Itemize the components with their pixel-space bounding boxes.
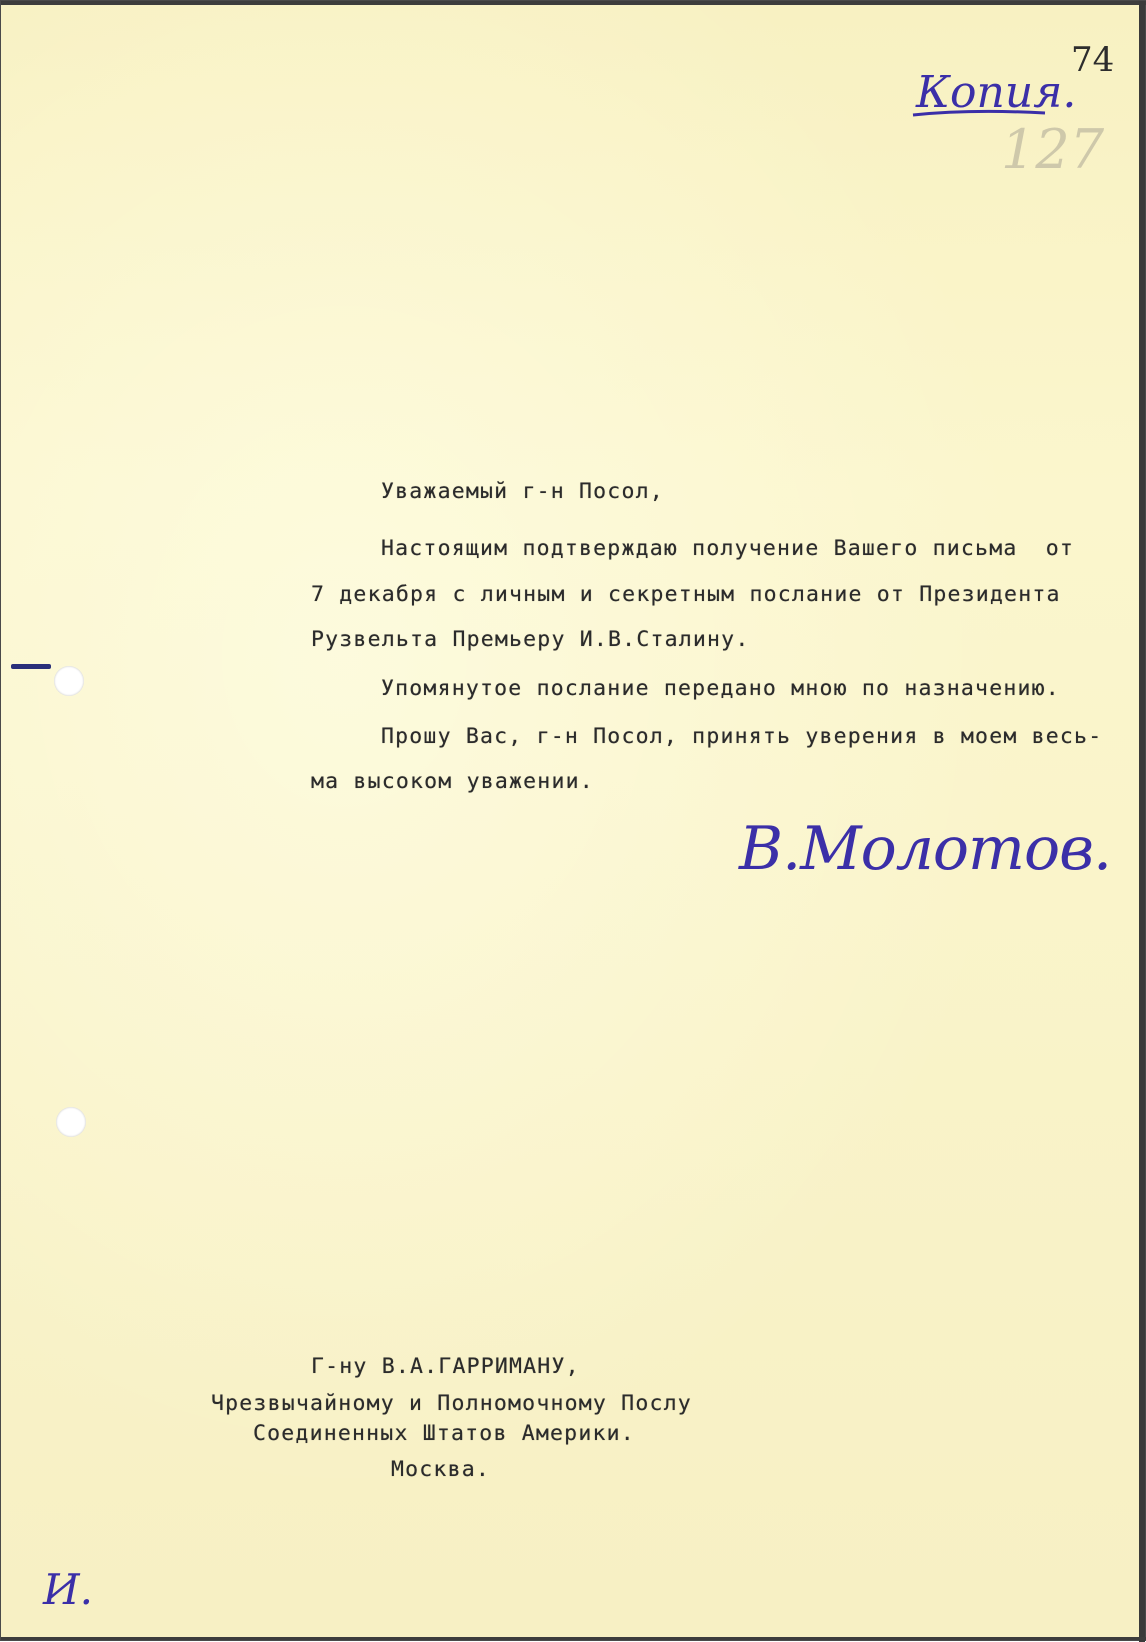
addressee-name: Г-ну В.А.ГАРРИМАНУ, <box>311 1354 580 1379</box>
body-line-5: Прошу Вас, г-н Посол, принять уверения в моем весь- <box>381 724 1103 749</box>
margin-note: И. <box>43 1565 93 1614</box>
margin-ink-mark <box>11 664 51 669</box>
signature: В.Молотов. <box>739 814 1112 884</box>
body-line-3: Рузвельта Премьеру И.В.Сталину. <box>311 627 750 652</box>
old-folio-number: 127 <box>1001 118 1105 181</box>
punch-hole-bottom <box>56 1107 86 1137</box>
folio-number: 74 <box>1071 40 1115 80</box>
body-line-2: 7 декабря с личным и секретным послание от Президента <box>311 582 1061 607</box>
addressee-city: Москва. <box>391 1457 491 1482</box>
scan-border-right <box>1139 1 1145 1642</box>
punch-hole-top <box>54 666 84 696</box>
copy-annotation: Копия. <box>916 67 1077 118</box>
body-line-4: Упомянутое послание передано мною по назначению. <box>381 676 1060 701</box>
body-line-6: ма высоком уважении. <box>311 769 594 794</box>
body-line-1: Настоящим подтверждаю получение Вашего письма от <box>381 536 1075 561</box>
addressee-country: Соединенных Штатов Америки. <box>253 1421 635 1446</box>
salutation: Уважаемый г-н Посол, <box>381 479 664 504</box>
addressee-title: Чрезвычайному и Полномочному Послу <box>211 1391 692 1416</box>
scan-border-bottom <box>1 1637 1146 1640</box>
scan-border-top <box>1 1 1146 5</box>
